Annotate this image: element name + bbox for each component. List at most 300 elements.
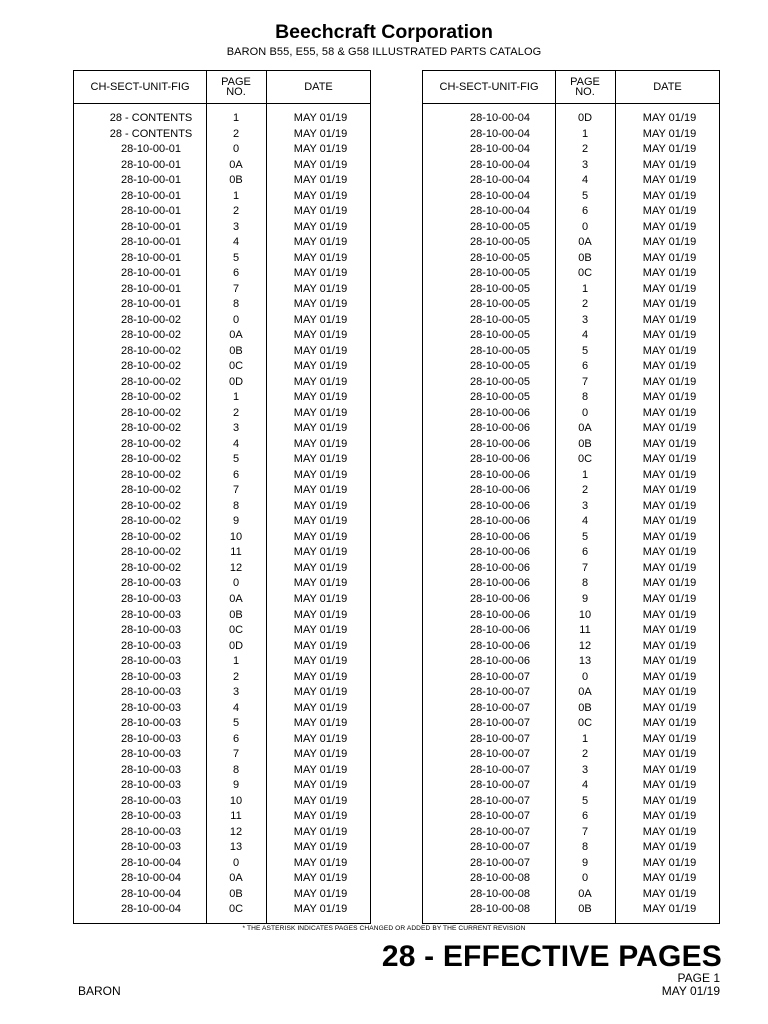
table-row — [74, 390, 370, 406]
table-row — [74, 235, 370, 251]
cell-date: MAY 01/19 — [642, 391, 697, 404]
cell-date: MAY 01/19 — [293, 313, 348, 326]
cell-date: MAY 01/19 — [642, 205, 697, 218]
cell-page-no: 8 — [581, 841, 589, 854]
cell-date: MAY 01/19 — [293, 344, 348, 357]
cell-date: MAY 01/19 — [293, 686, 348, 699]
cell-date: MAY 01/19 — [293, 561, 348, 574]
table-row — [423, 871, 719, 887]
table-row — [74, 887, 370, 903]
cell-date: MAY 01/19 — [642, 298, 697, 311]
cell-date: MAY 01/19 — [293, 903, 348, 916]
cell-date: MAY 01/19 — [293, 546, 348, 559]
header-ch-sect-unit-fig: CH-SECT-UNIT-FIG — [439, 81, 539, 93]
cell-ch-sect-unit-fig: 28-10-00-03 — [121, 624, 181, 637]
table-row — [74, 608, 370, 624]
cell-page-no: 4 — [581, 515, 589, 528]
cell-page-no: 9 — [581, 592, 589, 605]
cell-date: MAY 01/19 — [642, 143, 697, 156]
table-row — [74, 670, 370, 686]
table-row — [74, 266, 370, 282]
cell-date: MAY 01/19 — [642, 158, 697, 171]
cell-page-no: 0A — [229, 592, 243, 605]
cell-date: MAY 01/19 — [642, 825, 697, 838]
cell-page-no: 11 — [230, 810, 242, 823]
cell-page-no: 0A — [578, 422, 592, 435]
cell-page-no: 3 — [232, 686, 240, 699]
header-divider — [423, 103, 719, 104]
table-row — [423, 406, 719, 422]
cell-ch-sect-unit-fig: 28-10-00-08 — [470, 903, 530, 916]
table-row — [423, 685, 719, 701]
cell-page-no: 7 — [581, 375, 589, 388]
table-row — [423, 173, 719, 189]
cell-ch-sect-unit-fig: 28-10-00-06 — [470, 561, 530, 574]
header-page-no — [555, 71, 615, 103]
cell-ch-sect-unit-fig: 28-10-00-06 — [470, 546, 530, 559]
page-number: PAGE 1 — [677, 971, 720, 985]
cell-page-no: 1 — [581, 468, 589, 481]
cell-date: MAY 01/19 — [293, 236, 348, 249]
cell-page-no: 8 — [232, 298, 240, 311]
cell-ch-sect-unit-fig: 28-10-00-01 — [121, 267, 181, 280]
cell-date: MAY 01/19 — [642, 360, 697, 373]
cell-date: MAY 01/19 — [293, 748, 348, 761]
cell-date: MAY 01/19 — [642, 375, 697, 388]
cell-page-no: 0C — [228, 360, 244, 373]
table-row — [423, 623, 719, 639]
cell-page-no: 8 — [581, 391, 589, 404]
cell-date: MAY 01/19 — [642, 887, 697, 900]
table-row — [74, 251, 370, 267]
table-row — [423, 701, 719, 717]
table-row — [423, 499, 719, 515]
header-page-no-line1: PAGE — [221, 76, 251, 88]
aircraft-model: BARON — [78, 984, 121, 998]
cell-date: MAY 01/19 — [642, 810, 697, 823]
table-row — [74, 282, 370, 298]
cell-ch-sect-unit-fig: 28-10-00-06 — [470, 655, 530, 668]
cell-page-no: 5 — [581, 344, 589, 357]
cell-ch-sect-unit-fig: 28-10-00-02 — [121, 546, 181, 559]
table-row — [74, 313, 370, 329]
cell-page-no: 0A — [578, 686, 592, 699]
table-row — [423, 421, 719, 437]
cell-ch-sect-unit-fig: 28 - CONTENTS — [109, 112, 193, 124]
table-row — [74, 747, 370, 763]
cell-date: MAY 01/19 — [293, 872, 348, 885]
cell-ch-sect-unit-fig: 28-10-00-06 — [470, 530, 530, 543]
cell-date: MAY 01/19 — [293, 174, 348, 187]
table-row — [423, 809, 719, 825]
cell-date: MAY 01/19 — [293, 624, 348, 637]
cell-date: MAY 01/19 — [293, 530, 348, 543]
cell-page-no: 0D — [228, 639, 244, 652]
table-row — [74, 701, 370, 717]
table-row — [423, 825, 719, 841]
table-rows — [423, 111, 719, 918]
revision-note: * THE ASTERISK INDICATES PAGES CHANGED OR ADDED BY THE CURRENT REVISION — [242, 925, 526, 932]
cell-page-no: 13 — [578, 655, 592, 668]
cell-page-no: 3 — [581, 158, 589, 171]
cell-page-no: 7 — [581, 561, 589, 574]
cell-page-no: 0A — [578, 236, 592, 249]
cell-date: MAY 01/19 — [642, 515, 697, 528]
table-row — [423, 111, 719, 127]
cell-page-no: 1 — [232, 189, 240, 202]
section-title: 28 - EFFECTIVE PAGES — [381, 940, 722, 973]
cell-page-no: 1 — [232, 391, 240, 404]
cell-page-no: 2 — [581, 143, 589, 156]
table-row — [74, 406, 370, 422]
cell-page-no: 8 — [581, 577, 589, 590]
cell-date: MAY 01/19 — [293, 468, 348, 481]
cell-date: MAY 01/19 — [642, 670, 697, 683]
table-rows — [74, 111, 370, 918]
cell-date: MAY 01/19 — [642, 748, 697, 761]
cell-page-no: 0 — [581, 872, 589, 885]
cell-page-no: 0 — [232, 143, 240, 156]
cell-ch-sect-unit-fig: 28-10-00-07 — [470, 794, 530, 807]
cell-date: MAY 01/19 — [642, 655, 697, 668]
effective-pages-table-right — [422, 70, 720, 924]
cell-page-no: 0C — [577, 717, 593, 730]
table-row — [423, 483, 719, 499]
cell-ch-sect-unit-fig: 28-10-00-04 — [470, 189, 530, 202]
cell-page-no: 2 — [581, 748, 589, 761]
cell-page-no: 7 — [232, 748, 240, 761]
table-row — [74, 111, 370, 127]
cell-page-no: 12 — [229, 561, 243, 574]
cell-date: MAY 01/19 — [293, 267, 348, 280]
table-row — [423, 158, 719, 174]
table-row — [74, 142, 370, 158]
table-row — [74, 297, 370, 313]
cell-date: MAY 01/19 — [642, 174, 697, 187]
header-divider — [74, 103, 370, 104]
page-date: MAY 01/19 — [661, 984, 720, 998]
cell-ch-sect-unit-fig: 28-10-00-04 — [470, 143, 530, 156]
cell-page-no: 2 — [232, 205, 240, 218]
cell-date: MAY 01/19 — [642, 189, 697, 202]
cell-ch-sect-unit-fig: 28-10-00-06 — [470, 577, 530, 590]
cell-ch-sect-unit-fig: 28-10-00-02 — [121, 484, 181, 497]
cell-ch-sect-unit-fig: 28-10-00-07 — [470, 701, 530, 714]
cell-ch-sect-unit-fig: 28-10-00-01 — [121, 143, 181, 156]
cell-date: MAY 01/19 — [293, 515, 348, 528]
cell-page-no: 0B — [229, 174, 243, 187]
table-row — [74, 809, 370, 825]
cell-ch-sect-unit-fig: 28-10-00-03 — [121, 763, 181, 776]
table-row — [423, 530, 719, 546]
table-row — [423, 794, 719, 810]
table-row — [74, 452, 370, 468]
table-row — [74, 499, 370, 515]
table-row — [423, 654, 719, 670]
cell-ch-sect-unit-fig: 28-10-00-06 — [470, 639, 530, 652]
cell-ch-sect-unit-fig: 28-10-00-04 — [121, 856, 181, 869]
cell-date: MAY 01/19 — [642, 561, 697, 574]
header-ch-sect-unit-fig: CH-SECT-UNIT-FIG — [90, 81, 190, 93]
table-row — [423, 747, 719, 763]
table-row — [423, 251, 719, 267]
cell-date: MAY 01/19 — [642, 872, 697, 885]
table-row — [423, 266, 719, 282]
table-row — [74, 685, 370, 701]
document-title: Beechcraft Corporation — [275, 21, 493, 43]
cell-date: MAY 01/19 — [293, 592, 348, 605]
table-row — [74, 189, 370, 205]
cell-page-no: 5 — [232, 251, 240, 264]
cell-date: MAY 01/19 — [293, 856, 348, 869]
cell-page-no: 0C — [228, 624, 244, 637]
cell-date: MAY 01/19 — [642, 577, 697, 590]
cell-ch-sect-unit-fig: 28-10-00-06 — [470, 515, 530, 528]
cell-date: MAY 01/19 — [293, 422, 348, 435]
cell-ch-sect-unit-fig: 28-10-00-02 — [121, 422, 181, 435]
table-row — [74, 561, 370, 577]
table-row — [423, 763, 719, 779]
table-row — [423, 437, 719, 453]
cell-ch-sect-unit-fig: 28-10-00-07 — [470, 748, 530, 761]
table-row — [423, 561, 719, 577]
cell-page-no: 1 — [581, 127, 589, 140]
cell-date: MAY 01/19 — [642, 546, 697, 559]
table-row — [74, 204, 370, 220]
cell-page-no: 3 — [581, 313, 589, 326]
cell-date: MAY 01/19 — [642, 639, 697, 652]
cell-ch-sect-unit-fig: 28-10-00-03 — [121, 732, 181, 745]
cell-ch-sect-unit-fig: 28-10-00-04 — [121, 903, 181, 916]
cell-page-no: 4 — [232, 236, 240, 249]
cell-page-no: 0 — [581, 406, 589, 419]
cell-date: MAY 01/19 — [293, 112, 348, 124]
table-row — [74, 158, 370, 174]
table-row — [423, 235, 719, 251]
cell-date: MAY 01/19 — [293, 608, 348, 621]
cell-page-no: 6 — [232, 732, 240, 745]
cell-ch-sect-unit-fig: 28-10-00-06 — [470, 499, 530, 512]
cell-page-no: 2 — [232, 670, 240, 683]
cell-date: MAY 01/19 — [642, 763, 697, 776]
cell-ch-sect-unit-fig: 28-10-00-03 — [121, 810, 181, 823]
cell-date: MAY 01/19 — [293, 143, 348, 156]
cell-date: MAY 01/19 — [642, 329, 697, 342]
cell-ch-sect-unit-fig: 28-10-00-07 — [470, 841, 530, 854]
cell-page-no: 6 — [232, 468, 240, 481]
cell-ch-sect-unit-fig: 28-10-00-07 — [470, 670, 530, 683]
cell-date: MAY 01/19 — [293, 732, 348, 745]
table-row — [423, 127, 719, 143]
table-row — [423, 608, 719, 624]
cell-ch-sect-unit-fig: 28-10-00-02 — [121, 437, 181, 450]
cell-ch-sect-unit-fig: 28-10-00-06 — [470, 437, 530, 450]
cell-date: MAY 01/19 — [293, 763, 348, 776]
cell-ch-sect-unit-fig: 28-10-00-05 — [470, 329, 530, 342]
cell-date: MAY 01/19 — [642, 779, 697, 792]
cell-date: MAY 01/19 — [642, 453, 697, 466]
cell-page-no: 6 — [581, 205, 589, 218]
table-row — [74, 902, 370, 918]
table-row — [423, 282, 719, 298]
cell-ch-sect-unit-fig: 28-10-00-03 — [121, 592, 181, 605]
cell-ch-sect-unit-fig: 28-10-00-03 — [121, 655, 181, 668]
cell-date: MAY 01/19 — [293, 205, 348, 218]
table-row — [74, 173, 370, 189]
cell-page-no: 0A — [578, 887, 592, 900]
cell-date: MAY 01/19 — [293, 360, 348, 373]
table-row — [423, 452, 719, 468]
cell-ch-sect-unit-fig: 28-10-00-02 — [121, 561, 181, 574]
cell-page-no: 4 — [581, 779, 589, 792]
cell-page-no: 6 — [581, 360, 589, 373]
cell-ch-sect-unit-fig: 28-10-00-03 — [121, 577, 181, 590]
cell-ch-sect-unit-fig: 28-10-00-04 — [121, 887, 181, 900]
table-row — [423, 545, 719, 561]
cell-date: MAY 01/19 — [642, 112, 697, 124]
cell-ch-sect-unit-fig: 28-10-00-07 — [470, 686, 530, 699]
cell-ch-sect-unit-fig: 28-10-00-06 — [470, 592, 530, 605]
cell-page-no: 3 — [581, 763, 589, 776]
table-row — [74, 716, 370, 732]
table-row — [74, 654, 370, 670]
cell-page-no: 4 — [232, 437, 240, 450]
cell-ch-sect-unit-fig: 28-10-00-06 — [470, 406, 530, 419]
cell-page-no: 5 — [232, 453, 240, 466]
table-row — [74, 763, 370, 779]
table-row — [74, 468, 370, 484]
cell-date: MAY 01/19 — [642, 127, 697, 140]
table-row — [423, 220, 719, 236]
cell-ch-sect-unit-fig: 28-10-00-03 — [121, 701, 181, 714]
table-row — [423, 778, 719, 794]
cell-ch-sect-unit-fig: 28-10-00-02 — [121, 313, 181, 326]
cell-page-no: 0 — [232, 856, 240, 869]
cell-ch-sect-unit-fig: 28-10-00-02 — [121, 375, 181, 388]
header-date: DATE — [304, 81, 333, 93]
cell-date: MAY 01/19 — [642, 624, 697, 637]
cell-date: MAY 01/19 — [293, 577, 348, 590]
cell-ch-sect-unit-fig: 28-10-00-04 — [470, 158, 530, 171]
table-row — [423, 856, 719, 872]
cell-ch-sect-unit-fig: 28-10-00-02 — [121, 530, 181, 543]
cell-date: MAY 01/19 — [293, 158, 348, 171]
cell-ch-sect-unit-fig: 28-10-00-04 — [470, 127, 530, 140]
cell-page-no: 11 — [230, 546, 242, 559]
table-row — [423, 313, 719, 329]
effective-pages-table-left — [73, 70, 371, 924]
cell-ch-sect-unit-fig: 28-10-00-07 — [470, 779, 530, 792]
table-row — [74, 794, 370, 810]
cell-ch-sect-unit-fig: 28-10-00-06 — [470, 422, 530, 435]
cell-page-no: 0B — [229, 887, 243, 900]
table-row — [74, 871, 370, 887]
cell-ch-sect-unit-fig: 28-10-00-03 — [121, 841, 181, 854]
cell-page-no: 5 — [232, 717, 240, 730]
cell-ch-sect-unit-fig: 28-10-00-06 — [470, 624, 530, 637]
cell-date: MAY 01/19 — [642, 701, 697, 714]
table-row — [423, 344, 719, 360]
cell-page-no: 12 — [578, 639, 592, 652]
cell-date: MAY 01/19 — [293, 251, 348, 264]
cell-date: MAY 01/19 — [293, 639, 348, 652]
cell-date: MAY 01/19 — [642, 499, 697, 512]
table-row — [423, 840, 719, 856]
table-row — [423, 716, 719, 732]
table-row — [74, 592, 370, 608]
cell-page-no: 0A — [229, 329, 243, 342]
table-row — [74, 344, 370, 360]
cell-ch-sect-unit-fig: 28-10-00-08 — [470, 887, 530, 900]
cell-date: MAY 01/19 — [642, 530, 697, 543]
cell-date: MAY 01/19 — [293, 887, 348, 900]
cell-page-no: 4 — [581, 329, 589, 342]
cell-ch-sect-unit-fig: 28-10-00-02 — [121, 329, 181, 342]
cell-page-no: 1 — [581, 732, 589, 745]
cell-date: MAY 01/19 — [642, 608, 697, 621]
cell-ch-sect-unit-fig: 28-10-00-03 — [121, 608, 181, 621]
header-page-no — [206, 71, 266, 103]
table-row — [423, 204, 719, 220]
cell-ch-sect-unit-fig: 28-10-00-01 — [121, 220, 181, 233]
document-subtitle: BARON B55, E55, 58 & G58 ILLUSTRATED PARTS CATALOG — [226, 46, 542, 58]
cell-page-no: 2 — [581, 484, 589, 497]
cell-date: MAY 01/19 — [642, 437, 697, 450]
cell-ch-sect-unit-fig: 28-10-00-02 — [121, 453, 181, 466]
cell-ch-sect-unit-fig: 28-10-00-08 — [470, 872, 530, 885]
cell-page-no: 8 — [232, 763, 240, 776]
header-date: DATE — [653, 81, 682, 93]
table-row — [423, 902, 719, 918]
cell-date: MAY 01/19 — [293, 298, 348, 311]
cell-page-no: 0B — [578, 701, 592, 714]
cell-ch-sect-unit-fig: 28-10-00-04 — [121, 872, 181, 885]
cell-date: MAY 01/19 — [642, 856, 697, 869]
cell-page-no: 5 — [581, 794, 589, 807]
cell-ch-sect-unit-fig: 28-10-00-03 — [121, 825, 181, 838]
cell-ch-sect-unit-fig: 28-10-00-04 — [470, 112, 530, 124]
cell-date: MAY 01/19 — [642, 220, 697, 233]
cell-date: MAY 01/19 — [293, 484, 348, 497]
cell-page-no: 7 — [581, 825, 589, 838]
cell-page-no: 1 — [232, 112, 240, 124]
cell-ch-sect-unit-fig: 28-10-00-06 — [470, 484, 530, 497]
cell-date: MAY 01/19 — [642, 717, 697, 730]
cell-ch-sect-unit-fig: 28-10-00-04 — [470, 174, 530, 187]
cell-ch-sect-unit-fig: 28-10-00-01 — [121, 174, 181, 187]
cell-date: MAY 01/19 — [293, 189, 348, 202]
cell-ch-sect-unit-fig: 28-10-00-01 — [121, 282, 181, 295]
cell-ch-sect-unit-fig: 28-10-00-03 — [121, 686, 181, 699]
cell-page-no: 0C — [577, 267, 593, 280]
cell-ch-sect-unit-fig: 28-10-00-06 — [470, 608, 530, 621]
cell-ch-sect-unit-fig: 28-10-00-03 — [121, 748, 181, 761]
cell-ch-sect-unit-fig: 28-10-00-05 — [470, 298, 530, 311]
cell-page-no: 7 — [232, 282, 240, 295]
cell-page-no: 0 — [581, 670, 589, 683]
table-row — [423, 670, 719, 686]
cell-date: MAY 01/19 — [642, 267, 697, 280]
cell-ch-sect-unit-fig: 28-10-00-03 — [121, 794, 181, 807]
cell-ch-sect-unit-fig: 28-10-00-05 — [470, 282, 530, 295]
cell-page-no: 10 — [229, 794, 243, 807]
table-row — [74, 483, 370, 499]
table-row — [423, 189, 719, 205]
cell-page-no: 0B — [578, 903, 592, 916]
table-row — [74, 530, 370, 546]
cell-ch-sect-unit-fig: 28-10-00-01 — [121, 189, 181, 202]
cell-page-no: 3 — [232, 422, 240, 435]
